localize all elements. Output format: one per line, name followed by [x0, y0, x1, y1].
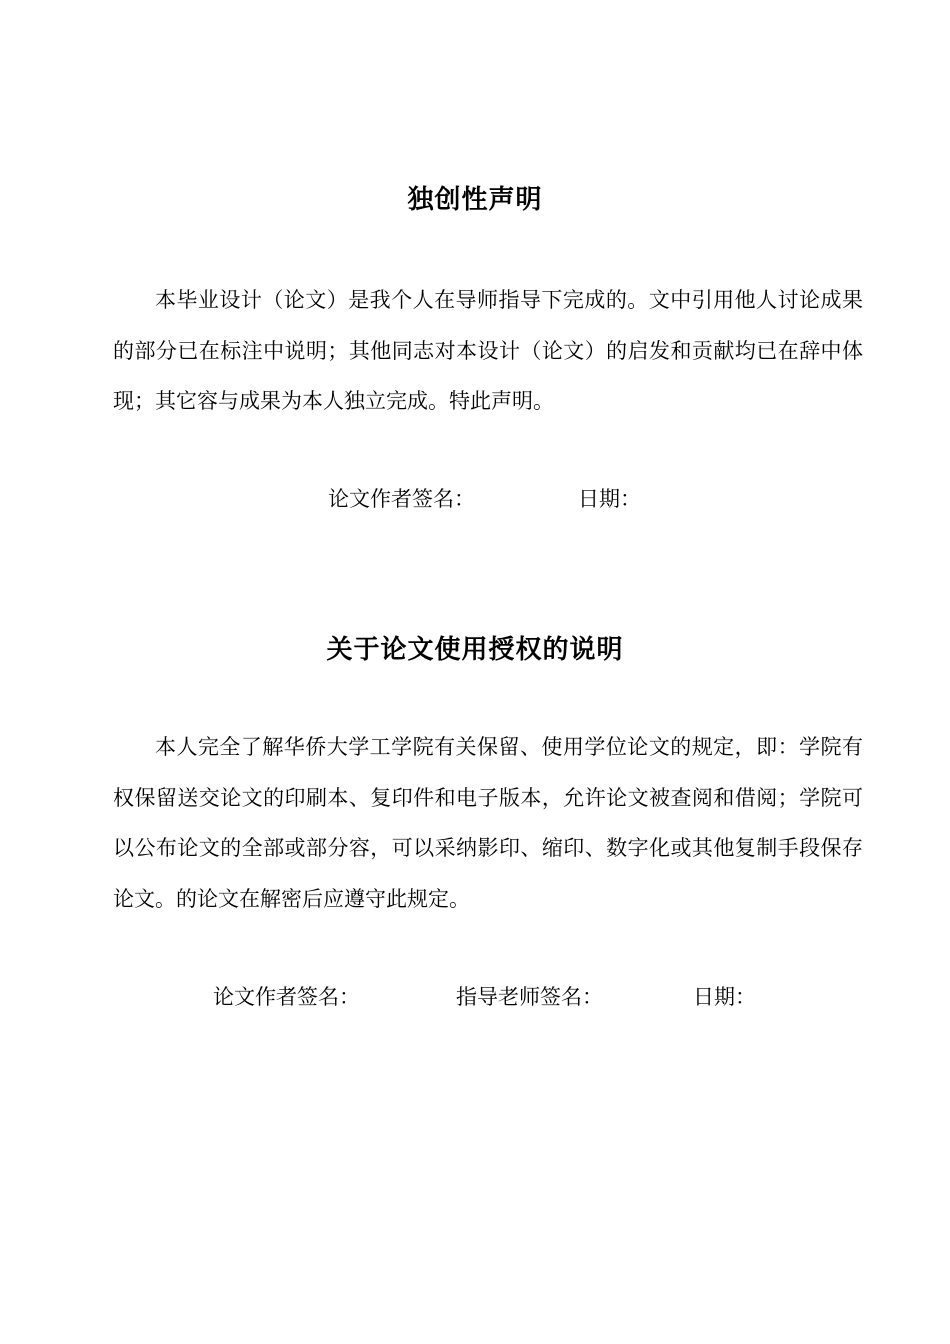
authorization-statement-body: 本人完全了解华侨大学工学院有关保留、使用学位论文的规定，即：学院有权保留送交论文的印刷本、复印件和电子版本，允许论文被查阅和借阅；学院可以公布论文的全部或部分容，可以采纳影印、缩印、数字化或其他复制手段保存论文。的论文在解密后应遵守此规定。 [113, 735, 863, 911]
author-signature-label: 论文作者签名： [213, 985, 360, 1009]
author-signature-label: 论文作者签名： [328, 487, 475, 511]
date-label: 日期： [693, 985, 756, 1009]
authorization-statement-title: 关于论文使用授权的说明 [326, 635, 624, 665]
originality-statement-title: 独创性声明 [407, 185, 543, 215]
advisor-signature-label: 指导老师签名： [456, 985, 603, 1009]
date-label: 日期： [578, 487, 641, 511]
originality-statement-body: 本毕业设计（论文）是我个人在导师指导下完成的。文中引用他人讨论成果的部分已在标注中说明；其他同志对本设计（论文）的启发和贡献均已在辞中体现；其它容与成果为本人独立完成。特此声明。 [113, 288, 863, 413]
